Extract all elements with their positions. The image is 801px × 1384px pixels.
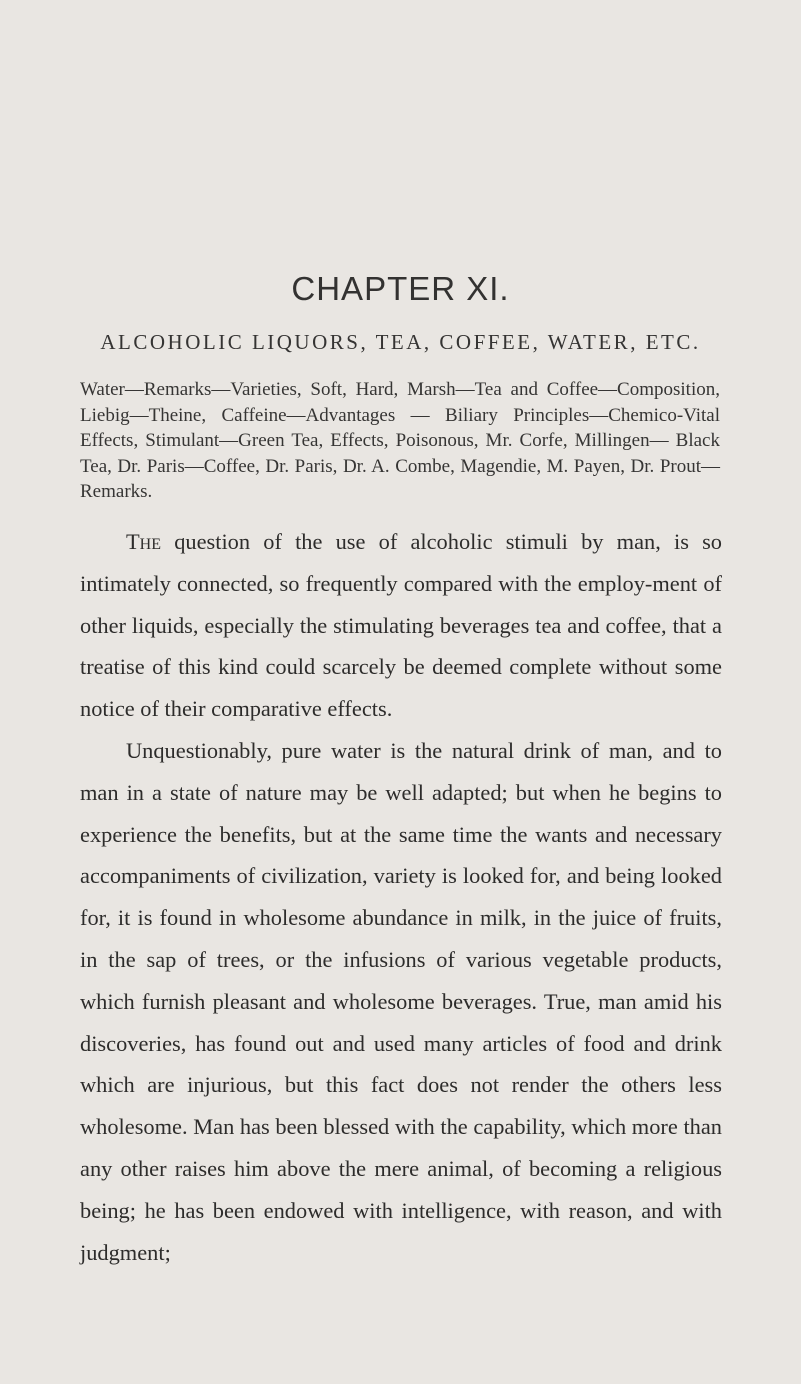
body-text	[80, 521, 722, 1273]
paragraph-1-lead: The	[126, 529, 162, 554]
paragraph-2	[80, 730, 722, 1273]
paragraph-2-text: Unquestionably, pure water is the natural drink of man, and to man in a state of nature may be well adapted; but when he begins to experience the benefits, but at the same time the wants and necessary accompaniments of civilization, variety is looked for, and being looked for, it is found in wholesome abundance in milk, in the juice of fruits, in the sap of trees, or the infusions of various vegetable products, which furnish pleasant and wholesome beverages. True, man amid his discoveries, has found out and used many articles of food and drink which are injurious, but this fact does not render the others less wholesome. Man has been blessed with the capability, which more than any other raises him above the mere animal, of becoming a religious being; he has been endowed with intelligence, with reason, and with judgment;	[80, 737, 722, 1265]
chapter-subtitle: ALCOHOLIC LIQUORS, TEA, COFFEE, WATER, ETC.	[100, 330, 701, 354]
chapter-summary-text: Water—Remarks—Varieties, Soft, Hard, Marsh—Tea and Coffee—Composition, Liebig—Theine, Caffeine—Advantages — Biliary Principles—Chemico-Vital Effects, Stimulant—Green Tea, Effects, Poisonous, Mr. Corfe, Millingen— Black Tea, Dr. Paris—Coffee, Dr. Paris, Dr. A. Combe, Magendie, M. Payen, Dr. Prout—Remarks.	[80, 379, 720, 502]
paragraph-1	[80, 521, 722, 730]
paragraph-1-text: question of the use of alcoholic stimuli by man, is so intimately connected, so frequently compared with the employ-ment of other liquids, especially the stimulating beverages tea and coffee, that a treatise of this kind could scarcely be deemed complete without some notice of their comparative effects.	[80, 529, 722, 722]
chapter-title: CHAPTER XI.	[291, 270, 510, 307]
chapter-summary	[80, 377, 720, 505]
